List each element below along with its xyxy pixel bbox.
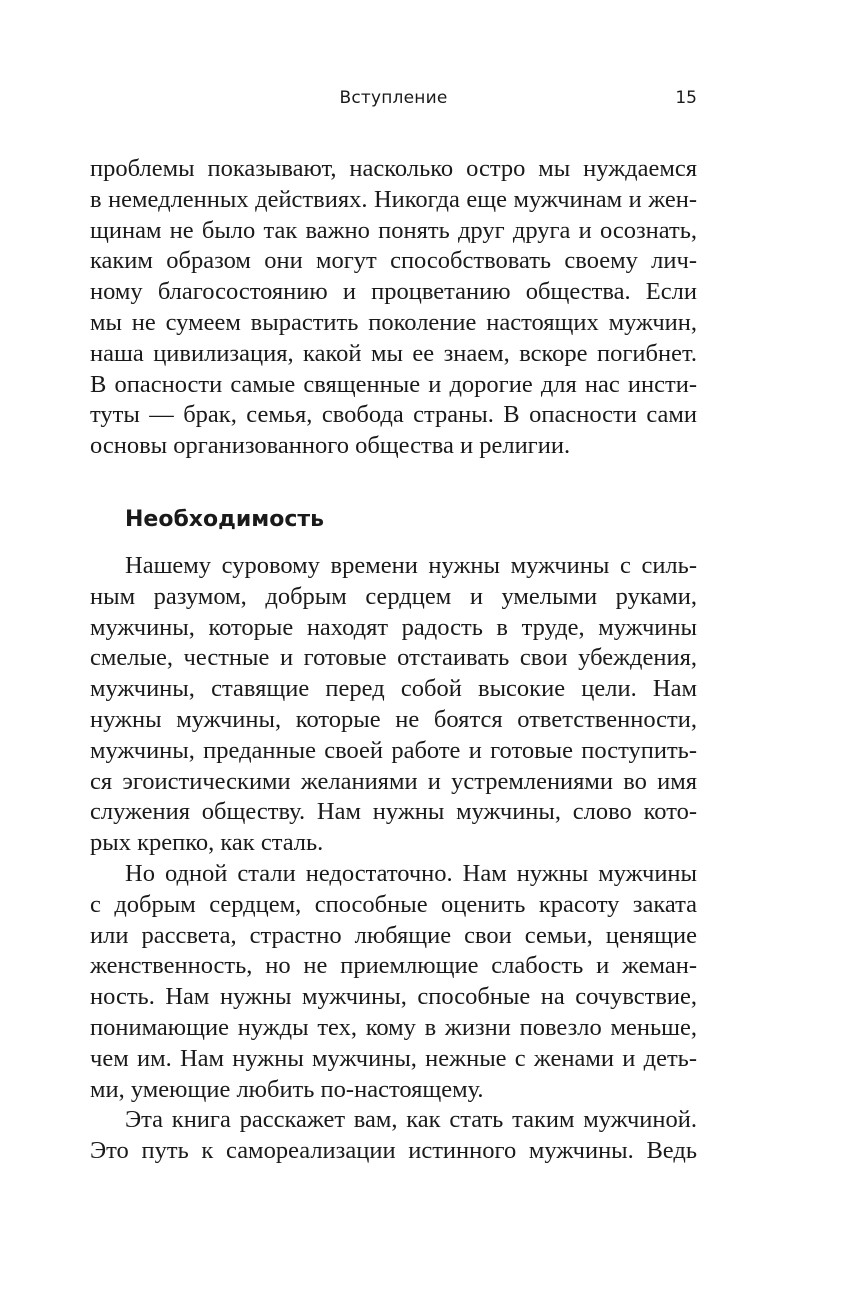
text-line: смелые, честные и готовые отстаивать свои убеждения, [90,644,697,672]
text-line: мужчины, которые находят радость в труде, мужчины [90,613,697,641]
text-line: нужны мужчины, которые не боятся ответственности, [90,705,697,733]
paragraph-intro-continuation [90,154,697,462]
text-line: ми, умеющие любить по-настоящему. [90,1075,484,1103]
text-line: чем им. Нам нужны мужчины, нежные с женами и деть- [90,1044,697,1072]
page-number: 15 [675,88,697,108]
running-head-title: Вступление [339,88,448,108]
text-line: проблемы показывают, насколько остро мы нуждаемся [90,155,697,182]
text-line: ным разумом, добрым сердцем и умелыми руками, [90,582,697,610]
text-line: рых крепко, как сталь. [90,829,324,857]
text-line: наша цивилизация, какой мы ее знаем, вскоре погибнет. [90,339,697,367]
section-heading: Необходимость [125,507,325,532]
text-line: мужчины, ставящие перед собой высокие цели. Нам [90,675,697,703]
text-line: ность. Нам нужны мужчины, способные на сочувствие, [90,983,697,1011]
text-line: мужчины, преданные своей работе и готовые поступить- [90,736,697,764]
text-line: щинам не было так важно понять друг друга и осознать, [90,216,697,244]
text-line: служения обществу. Нам нужны мужчины, слово кото- [90,798,697,826]
text-line: или рассвета, страстно любящие свои семьи, ценящие [90,921,697,949]
text-line: Нашему суровому времени нужны мужчины с силь- [125,552,697,579]
section-body [90,551,697,1167]
text-line: туты — брак, семья, свобода страны. В опасности сами [90,401,697,429]
running-head [90,86,697,114]
text-line: с добрым сердцем, способные оценить красоту заката [90,890,697,918]
text-line: понимающие нужды тех, кому в жизни повезло меньше, [90,1013,697,1041]
text-line: мы не сумеем вырастить поколение настоящих мужчин, [90,308,697,336]
text-line: В опасности самые священные и дорогие для нас инсти- [90,370,697,398]
text-line: Эта книга расскажет вам, как стать таким мужчиной. [125,1106,697,1134]
text-line: ному благосостоянию и процветанию общества. Если [90,278,697,306]
text-line: ся эгоистическими желаниями и устремлениями во имя [90,767,697,795]
text-line: каким образом они могут способствовать своему лич- [90,247,697,275]
text-line: в немедленных действиях. Никогда еще мужчинам и жен- [90,185,697,213]
text-line: женственность, но не приемлющие слабость и жеман- [90,952,697,980]
text-line: Это путь к самореализации истинного мужчины. Ведь [90,1137,697,1165]
text-line: основы организованного общества и религии. [90,432,571,460]
text-line: Но одной стали недостаточно. Нам нужны мужчины [125,859,697,887]
